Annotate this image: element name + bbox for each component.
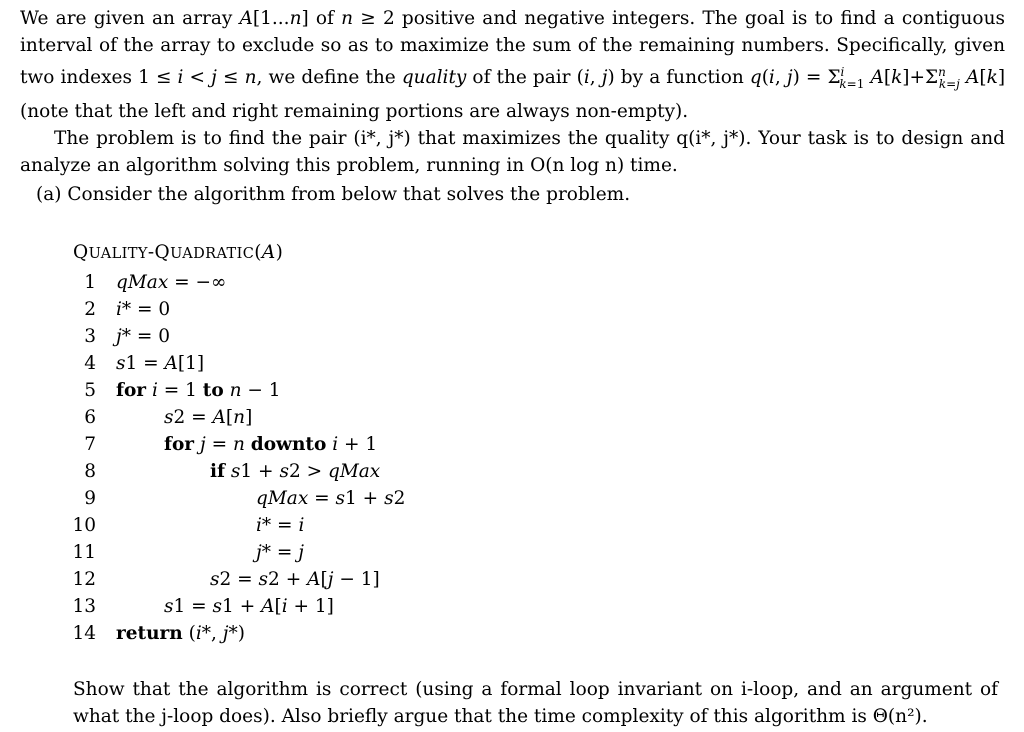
line-code: qMax = −∞ [116, 272, 227, 293]
problem-paragraph-1: We are given an array A[1...n] of n ≥ 2 positive and negative integers. The goal is to find a contiguous interval of the array to exclude so as to maximize the sum of the remaining numbers. Specifically, given two indexes 1 ≤ i < j ≤ n, we define the quality of the pair (i, j) by a function q(i, $j) = \Sigma^i_{k=1}$ $A[k]+\Sigma^n_{k=j}$ A[k] (note that the left and right remaining portions are always non-empty). [20, 8, 1006, 122]
line-number: 11 [72, 542, 96, 563]
line-number: 6 [84, 407, 96, 428]
code-line [70, 324, 171, 350]
line-number: 2 [84, 299, 96, 320]
line-number: 5 [84, 380, 96, 401]
part-a-label: (a) Consider the algorithm from below that solves the problem. [36, 184, 631, 205]
part-a-task: Show that the algorithm is correct (using a formal loop invariant on i-loop, and an argument of what the j-loop does). Also briefly argue that the time complexity of this algorithm is Θ(n²). [73, 679, 998, 727]
line-number: 1 [84, 272, 96, 293]
code-line [70, 432, 378, 458]
line-code: if s1 + s2 > qMax [210, 461, 381, 482]
line-number: 8 [84, 461, 96, 482]
line-number: 12 [72, 569, 96, 590]
line-number: 9 [84, 488, 96, 509]
problem-statement [20, 5, 1005, 179]
line-code: for i = 1 to n − 1 [116, 380, 281, 401]
code-line [70, 378, 281, 404]
line-number: 13 [72, 596, 96, 617]
line-code: return (i*, j*) [116, 623, 245, 644]
line-code: s2 = s2 + A[j − 1] [210, 569, 380, 590]
code-line [70, 486, 406, 512]
problem-paragraph-2: The problem is to find the pair (i*, j*) that maximizes the quality q(i*, j*). Your task is to design and analyze an algorithm solving this problem, running in O(n log n) time. [20, 127, 1005, 176]
line-code: for j = n downto i + 1 [164, 434, 378, 455]
code-line [70, 270, 227, 296]
line-code: i* = i [256, 515, 305, 536]
code-line [70, 540, 305, 566]
line-number: 10 [72, 515, 96, 536]
line-number: 7 [84, 434, 96, 455]
line-code: s1 = A[1] [116, 353, 205, 374]
code-line [70, 594, 334, 620]
line-number: 14 [72, 623, 96, 644]
code-line [70, 459, 381, 485]
line-code: s1 = s1 + A[i + 1] [164, 596, 334, 617]
code-line [70, 621, 245, 647]
line-number: 3 [84, 326, 96, 347]
code-line [70, 567, 380, 593]
code-line [70, 513, 305, 539]
algorithm-name: QUALITY-QUADRATIC(A) [73, 242, 284, 263]
line-code: s2 = A[n] [164, 407, 253, 428]
line-code: j* = 0 [116, 326, 171, 347]
line-number: 4 [84, 353, 96, 374]
code-line [70, 297, 171, 323]
line-code: i* = 0 [116, 299, 171, 320]
code-line [70, 405, 253, 431]
line-code: qMax = s1 + s2 [256, 488, 406, 509]
line-code: j* = j [256, 542, 305, 563]
code-line [70, 351, 205, 377]
